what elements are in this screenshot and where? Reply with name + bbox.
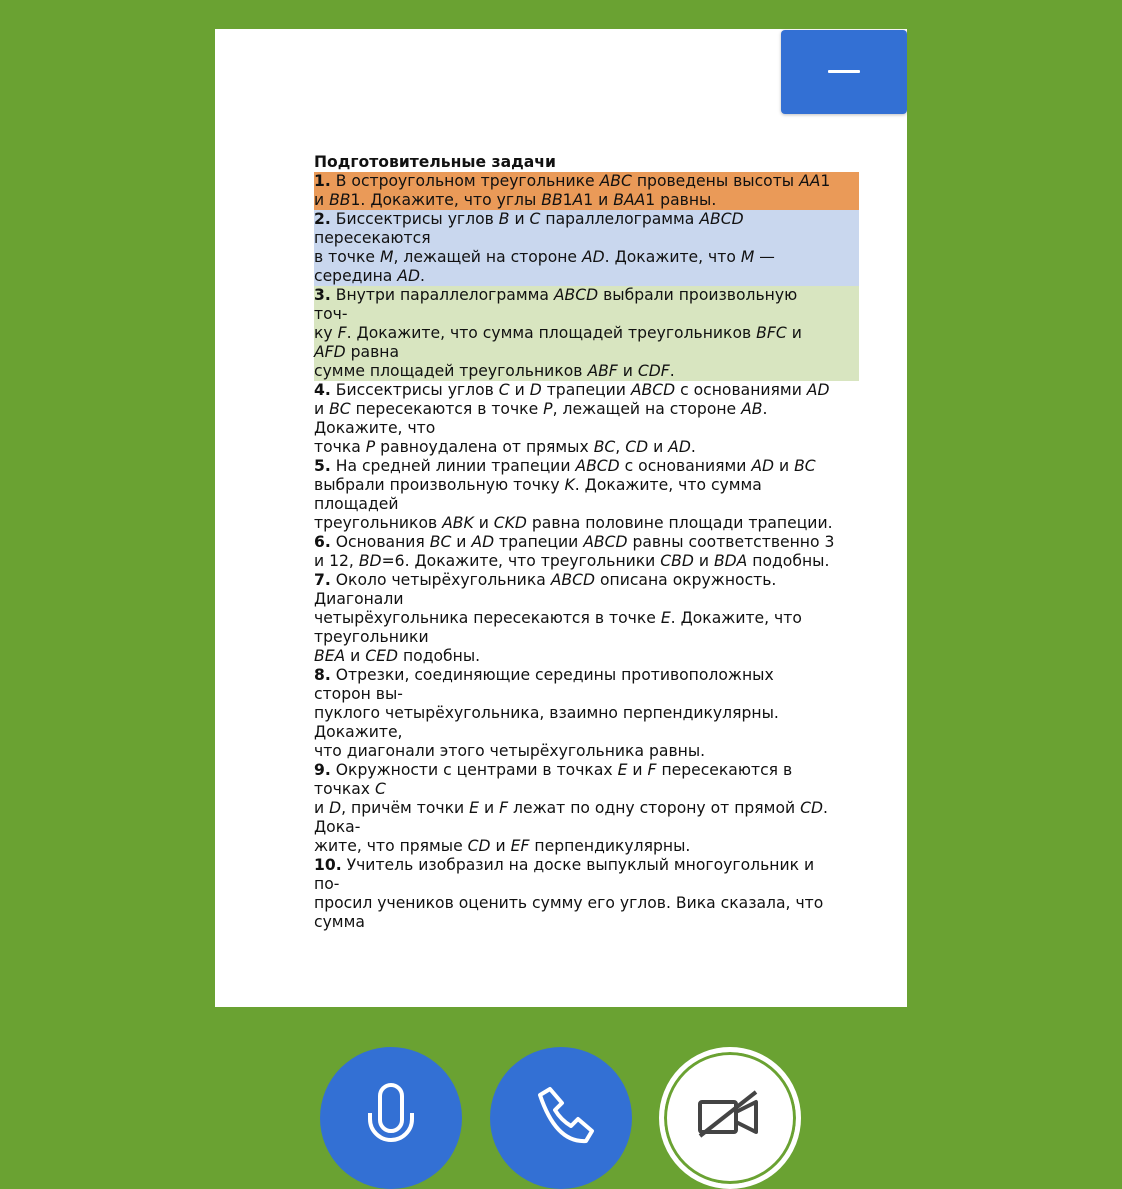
mute-button[interactable] [320, 1047, 462, 1189]
task-line: 4. Биссектрисы углов C и D трапеции ABCD с основаниями AD [314, 381, 830, 399]
task-line: AFD равна [314, 343, 400, 361]
task-line: пуклого четырёхугольника, взаимно перпендикулярны. [314, 704, 779, 722]
task-line: четырёхугольника пересекаются в точке E. Докажите, что [314, 609, 802, 627]
minus-icon [828, 70, 860, 73]
task-line: Докажите, что [314, 419, 436, 437]
task-number: 7. [314, 571, 331, 589]
task-line: жите, что прямые CD и EF перпендикулярны. [314, 837, 691, 855]
task-line: середина AD. [314, 267, 425, 285]
task-line: по- [314, 875, 340, 893]
task-number: 2. [314, 210, 331, 228]
task-item [314, 172, 859, 210]
task-line: треугольники [314, 628, 429, 646]
task-line: и BB1. Докажите, что углы BB1A1 и BAA1 равны. [314, 191, 717, 209]
document-heading: Подготовительные задачи [314, 153, 556, 171]
task-line: в точке M, лежащей на стороне AD. Докажите, что M — [314, 248, 775, 266]
task-item [314, 533, 859, 571]
task-item [314, 286, 859, 381]
document-page [215, 29, 907, 1007]
task-line: точ- [314, 305, 348, 323]
video-toggle-button[interactable] [659, 1047, 801, 1189]
call-controls [0, 1047, 1122, 1124]
video-off-icon [664, 1052, 796, 1184]
task-number: 4. [314, 381, 331, 399]
task-line: 5. На средней линии трапеции ABCD с основаниями AD и BC [314, 457, 816, 475]
task-line: выбрали произвольную точку K. Докажите, что сумма [314, 476, 762, 494]
task-line: 3. Внутри параллелограмма ABCD выбрали произвольную [314, 286, 798, 304]
task-line: сторон вы- [314, 685, 403, 703]
task-line: сумме площадей треугольников ABF и CDF. [314, 362, 675, 380]
task-number: 10. [314, 856, 342, 874]
task-line: BEA и CED подобны. [314, 647, 481, 665]
task-line: ку F. Докажите, что сумма площадей треугольников BFC и [314, 324, 802, 342]
task-line: точках C [314, 780, 386, 798]
end-call-button[interactable] [490, 1047, 632, 1189]
task-line: 2. Биссектрисы углов B и C параллелограмма ABCD [314, 210, 744, 228]
task-line: пересекаются [314, 229, 431, 247]
task-line: сумма [314, 913, 365, 931]
task-number: 3. [314, 286, 331, 304]
task-line: треугольников ABK и CKD равна половине площади трапеции. [314, 514, 833, 532]
minimize-button[interactable] [781, 30, 907, 114]
task-item [314, 856, 859, 932]
task-item [314, 457, 859, 533]
task-line: что диагонали этого четырёхугольника равны. [314, 742, 706, 760]
task-item [314, 761, 859, 856]
task-line: Докажите, [314, 723, 403, 741]
task-item [314, 210, 859, 286]
task-line: 6. Основания BC и AD трапеции ABCD равны соответственно 3 [314, 533, 835, 551]
task-number: 8. [314, 666, 331, 684]
task-line: просил учеников оценить сумму его углов. Вика сказала, что [314, 894, 824, 912]
task-item [314, 666, 859, 761]
task-line: площадей [314, 495, 399, 513]
task-number: 5. [314, 457, 331, 475]
task-number: 1. [314, 172, 331, 190]
task-line: точка P равноудалена от прямых BC, CD и AD. [314, 438, 696, 456]
task-line: и 12, BD=6. Докажите, что треугольники CBD и BDA подобны. [314, 552, 830, 570]
phone-icon [490, 1047, 632, 1189]
task-line: 1. В остроугольном треугольнике ABC проведены высоты AA1 [314, 172, 831, 190]
task-list [314, 172, 859, 932]
document-content [314, 153, 859, 932]
task-item [314, 571, 859, 666]
task-line: Диагонали [314, 590, 404, 608]
task-line: 8. Отрезки, соединяющие середины противоположных [314, 666, 774, 684]
task-line: 10. Учитель изобразил на доске выпуклый многоугольник и [314, 856, 815, 874]
task-number: 9. [314, 761, 331, 779]
task-line: Дока- [314, 818, 361, 836]
task-line: и D, причём точки E и F лежат по одну сторону от прямой CD. [314, 799, 828, 817]
task-line: 7. Около четырёхугольника ABCD описана окружность. [314, 571, 777, 589]
microphone-icon [320, 1047, 462, 1189]
task-line: и BC пересекаются в точке P, лежащей на стороне AB. [314, 400, 768, 418]
task-line: 9. Окружности с центрами в точках E и F пересекаются в [314, 761, 793, 779]
task-item [314, 381, 859, 457]
task-number: 6. [314, 533, 331, 551]
